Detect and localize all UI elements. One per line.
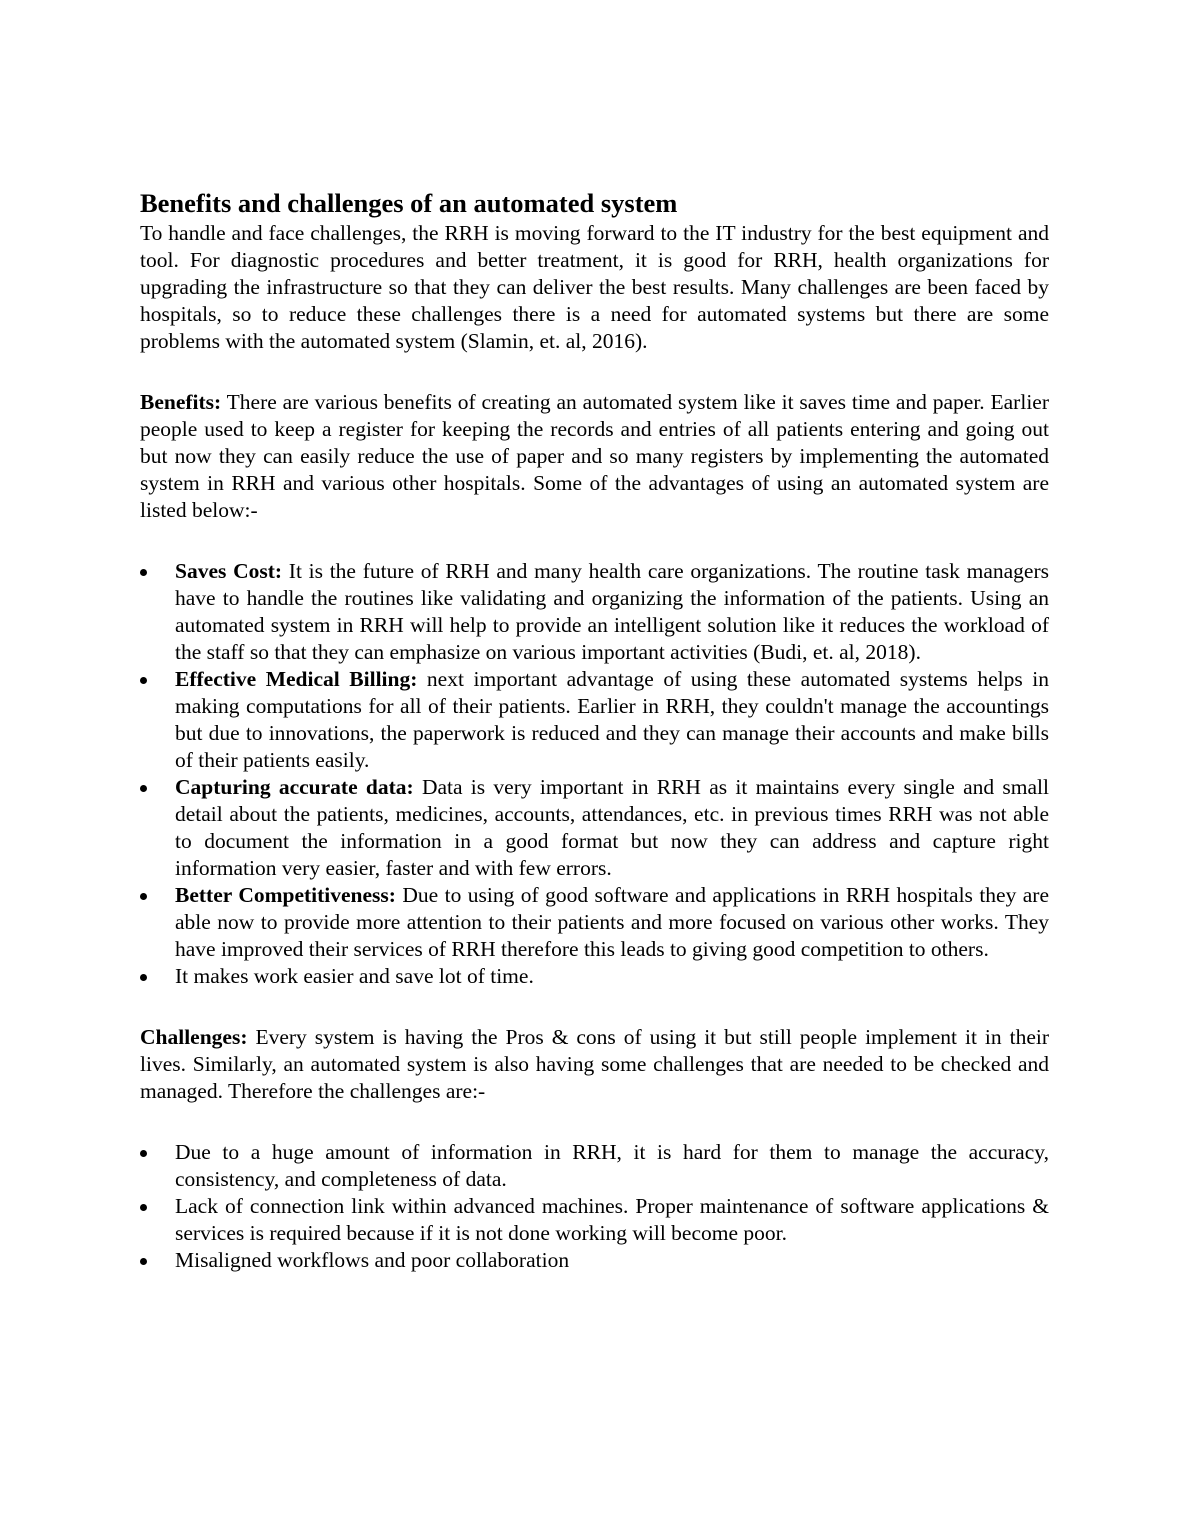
benefit-item-text: Due to using of good software and applications in RRH hospitals they are able now to provide more attention to their patients and more focused on various other works. They have improved their services of RRH therefore this leads to giving good competition to others. (175, 883, 1050, 961)
spacer (140, 524, 1049, 558)
challenges-label: Challenges: (140, 1025, 248, 1049)
benefit-item-label: Better Competitiveness: (175, 883, 396, 907)
benefit-item-text: next important advantage of using these automated systems helps in making computations for all of their patients. Earlier in RRH, they couldn't manage the accountings but due to innovations, the paperwork is reduced and they can manage their accounts and make bills of their patients easily. (175, 667, 1049, 772)
benefits-paragraph (140, 389, 1049, 524)
challenges-list (140, 1139, 1049, 1274)
bullet-icon (140, 974, 147, 981)
challenge-item-text: Due to a huge amount of information in RRH, it is hard for them to manage the accuracy, consistency, and completeness of data. (175, 1140, 1049, 1191)
benefit-item-label: Saves Cost: (175, 559, 283, 583)
challenges-paragraph (140, 1024, 1049, 1105)
bullet-icon (140, 1258, 147, 1265)
benefit-item-text: It is the future of RRH and many health care organizations. The routine task managers have to handle the routines like validating and organizing the information of the patients. Using an automated system in RRH will help to provide an intelligent solution like it reduces the workload of the staff so that they can emphasize on various important activities (Budi, et. al, 2018). (175, 559, 1049, 664)
benefit-item-label: Capturing accurate data: (175, 775, 414, 799)
benefit-item-competitiveness (140, 882, 1049, 963)
spacer (140, 990, 1049, 1024)
section-heading: Benefits and challenges of an automated system (140, 188, 678, 218)
bullet-icon (140, 1150, 147, 1157)
bullet-icon (140, 677, 147, 684)
benefit-item-medical-billing (140, 666, 1049, 774)
benefit-item-accurate-data (140, 774, 1049, 882)
bullet-icon (140, 785, 147, 792)
spacer (140, 355, 1049, 389)
bullet-icon (140, 569, 147, 576)
benefit-item-saves-time (140, 963, 1049, 990)
bullet-icon (140, 1204, 147, 1211)
benefits-text: There are various benefits of creating an automated system like it saves time and paper. Earlier people used to keep a register for keeping the records and entries of all patients entering and going out but now they can easily reduce the use of paper and so many registers by implementing the automated system in RRH and various other hospitals. Some of the advantages of using an automated system are listed below:- (140, 390, 1049, 522)
benefit-item-saves-cost (140, 558, 1049, 666)
challenges-text: Every system is having the Pros & cons of using it but still people implement it in their lives. Similarly, an automated system is also having some challenges that are needed to be checked and managed. Therefore the challenges are:- (140, 1025, 1049, 1103)
benefits-label: Benefits: (140, 390, 222, 414)
challenge-item-text: Lack of connection link within advanced machines. Proper maintenance of software applications & services is required because if it is not done working will become poor. (175, 1194, 1049, 1245)
benefit-item-text: Data is very important in RRH as it maintains every single and small detail about the patients, medicines, accounts, attendances, etc. in previous times RRH was not able to document the information in a good format but now they can address and capture right information very easier, faster and with few errors. (175, 775, 1049, 880)
challenge-item (140, 1247, 1049, 1274)
document-page (140, 186, 1049, 1274)
benefit-item-label: Effective Medical Billing: (175, 667, 418, 691)
spacer (140, 1105, 1049, 1139)
challenge-item-text: Misaligned workflows and poor collaboration (175, 1248, 570, 1272)
intro-paragraph: To handle and face challenges, the RRH is moving forward to the IT industry for the best equipment and tool. For diagnostic procedures and better treatment, it is good for RRH, health organizations for upgrading the infrastructure so that they can deliver the best results. Many challenges are been faced by hospitals, so to reduce these challenges there is a need for automated systems but there are some problems with the automated system (Slamin, et. al, 2016). (140, 221, 1049, 353)
challenge-item (140, 1193, 1049, 1247)
bullet-icon (140, 893, 147, 900)
benefit-item-text: It makes work easier and save lot of time. (175, 964, 534, 988)
challenge-item (140, 1139, 1049, 1193)
benefits-list (140, 558, 1049, 990)
